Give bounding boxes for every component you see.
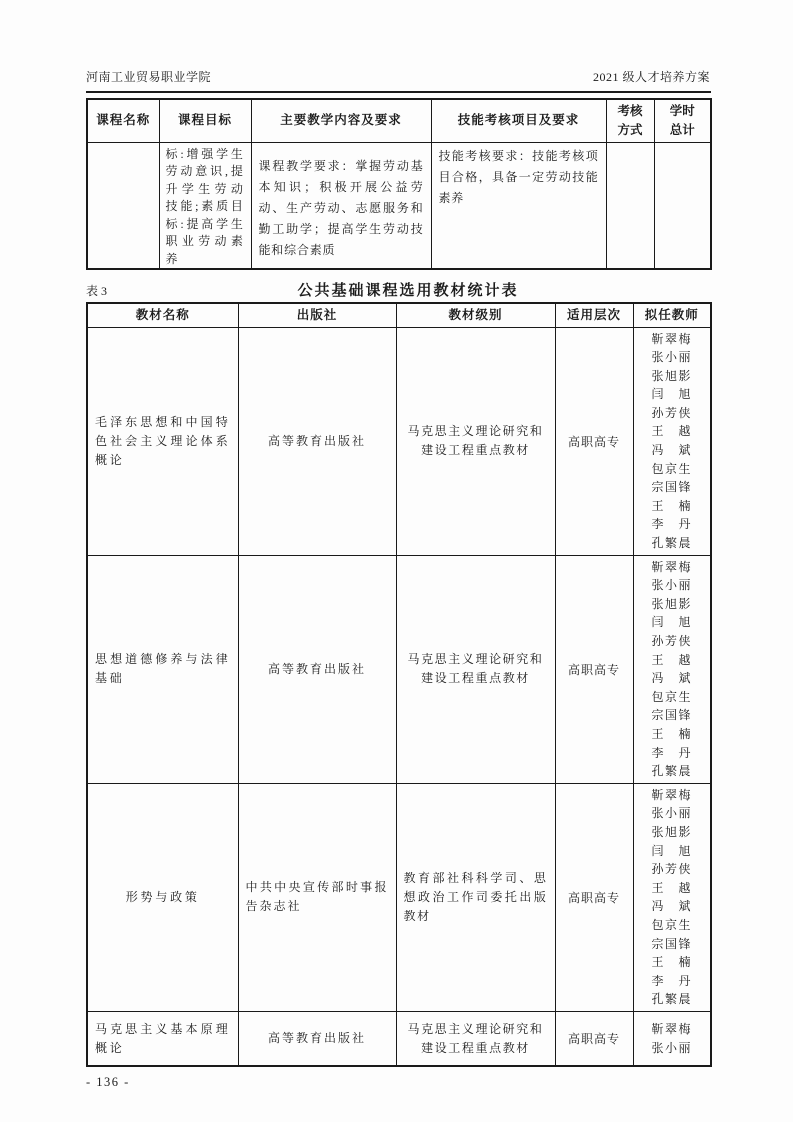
- level-cell: 马克思主义理论研究和建设工程重点教材: [396, 327, 555, 555]
- course-goal-cell: 标:增强学生劳动意识,提升学生劳动技能;素质目标:提高学生职业劳动素养: [159, 142, 251, 269]
- list-line: 王 越: [651, 424, 692, 439]
- assessment-method-cell: [606, 142, 654, 269]
- list-line: 靳翠梅: [651, 787, 692, 802]
- teacher-list: [633, 783, 711, 1011]
- publisher-cell: 高等教育出版社: [238, 555, 396, 783]
- teacher-list: [633, 1011, 711, 1066]
- applicable-level-cell: 高职高专: [555, 1011, 633, 1066]
- course-table-header-course-goal: 课程目标: [159, 99, 251, 142]
- textbook-row-ideological-morality: [87, 555, 711, 783]
- list-line: 冯 斌: [651, 443, 692, 458]
- list-line: 包京生: [651, 461, 692, 476]
- list-line: 张旭影: [651, 368, 692, 383]
- list-line: 靳翠梅: [651, 331, 692, 346]
- level-cell: 马克思主义理论研究和建设工程重点教材: [396, 555, 555, 783]
- course-table-header-course-name: 课程名称: [87, 99, 159, 142]
- list-line: 张旭影: [651, 824, 692, 839]
- course-table-header-total-hours: 学时总计: [654, 99, 711, 142]
- list-line: 孙芳侠: [651, 634, 692, 648]
- list-line: 包京生: [651, 917, 692, 932]
- textbook-header-level: 教材级别: [396, 303, 555, 327]
- textbook-header-name: 教材名称: [87, 303, 238, 327]
- table3-caption: [86, 279, 710, 298]
- list-line: 闫 旭: [651, 615, 692, 630]
- list-line: 闫 旭: [651, 843, 692, 858]
- list-line: 包京生: [651, 689, 692, 704]
- course-outline-table: [86, 98, 712, 270]
- list-line: 孙芳侠: [651, 405, 692, 420]
- teacher-list: [633, 327, 711, 555]
- list-line: 王 越: [651, 652, 692, 667]
- list-line: 李 丹: [651, 517, 692, 532]
- textbook-name-cell: 形势与政策: [87, 783, 238, 1011]
- textbook-name-cell: 马克思主义基本原理概论: [87, 1011, 238, 1066]
- textbook-row-marxism-principles: [87, 1011, 711, 1066]
- list-line: 张小丽: [651, 1040, 692, 1055]
- page-header: [86, 68, 710, 85]
- list-line: 孔繁晨: [651, 764, 692, 779]
- course-name-cell: [87, 142, 159, 269]
- textbook-header-publisher: 出版社: [238, 303, 396, 327]
- list-line: 靳翠梅: [651, 1022, 692, 1037]
- textbook-row-maozedong-thought: [87, 327, 711, 555]
- list-line: 李 丹: [651, 973, 692, 988]
- list-line: 王 楠: [651, 726, 692, 741]
- list-line: 张小丽: [651, 806, 692, 821]
- textbook-header-applicable-level: 适用层次: [555, 303, 633, 327]
- applicable-level-cell: 高职高专: [555, 783, 633, 1011]
- list-line: 闫 旭: [651, 387, 692, 402]
- applicable-level-cell: 高职高专: [555, 555, 633, 783]
- textbook-header-teachers: 拟任教师: [633, 303, 711, 327]
- list-line: 宗国锋: [651, 480, 692, 495]
- header-school-name: 河南工业贸易职业学院: [86, 70, 212, 84]
- course-table-header-row: [87, 99, 711, 142]
- publisher-cell: 高等教育出版社: [238, 327, 396, 555]
- list-line: 张小丽: [651, 350, 692, 365]
- course-table-row: [87, 142, 711, 269]
- teacher-list: [633, 555, 711, 783]
- list-line: 王 楠: [651, 955, 692, 970]
- level-cell: 马克思主义理论研究和建设工程重点教材: [396, 1011, 555, 1066]
- list-line: 宗国锋: [651, 708, 692, 723]
- teaching-content-cell: 课程教学要求：掌握劳动基本知识；积极开展公益劳动、生产劳动、志愿服务和勤工助学；提高学生劳动技能和综合素质: [251, 142, 431, 269]
- table3-title: 公共基础课程选用教材统计表: [297, 282, 519, 299]
- list-line: 王 越: [651, 880, 692, 895]
- textbook-statistics-table: [86, 302, 712, 1067]
- list-line: 李 丹: [651, 745, 692, 760]
- list-line: 孔繁晨: [651, 992, 692, 1007]
- textbook-table-header-row: [87, 303, 711, 327]
- publisher-cell: 中共中央宣传部时事报告杂志社: [238, 783, 396, 1011]
- header-program-title: 2021 级人才培养方案: [592, 70, 710, 84]
- total-hours-cell: [654, 142, 711, 269]
- list-line: 张小丽: [651, 578, 692, 593]
- course-table-header-skill-assessment: 技能考核项目及要求: [431, 99, 606, 142]
- list-line: 冯 斌: [651, 899, 692, 914]
- publisher-cell: 高等教育出版社: [238, 1011, 396, 1066]
- list-line: 孔繁晨: [651, 536, 692, 551]
- list-line: 冯 斌: [651, 671, 692, 686]
- applicable-level-cell: 高职高专: [555, 327, 633, 555]
- table3-label: 表 3: [86, 284, 108, 298]
- skill-assessment-cell: 技能考核要求：技能考核项目合格，具备一定劳动技能素养: [431, 142, 606, 269]
- list-line: 宗国锋: [651, 936, 692, 951]
- course-table-header-assessment-method: 考核方式: [606, 99, 654, 142]
- textbook-row-situation-policy: [87, 783, 711, 1011]
- textbook-name-cell: 思想道德修养与法律基础: [87, 555, 238, 783]
- list-line: 靳翠梅: [651, 559, 692, 574]
- list-line: 孙芳侠: [651, 862, 692, 877]
- list-line: 张旭影: [651, 596, 692, 611]
- course-table-header-teaching-content: 主要教学内容及要求: [251, 99, 431, 142]
- page-number: - 136 -: [86, 1075, 130, 1090]
- list-line: 王 楠: [651, 498, 692, 513]
- header-divider: [86, 91, 711, 93]
- level-cell: 教育部社科科学司、思想政治工作司委托出版教材: [396, 783, 555, 1011]
- textbook-name-cell: 毛泽东思想和中国特色社会主义理论体系概论: [87, 327, 238, 555]
